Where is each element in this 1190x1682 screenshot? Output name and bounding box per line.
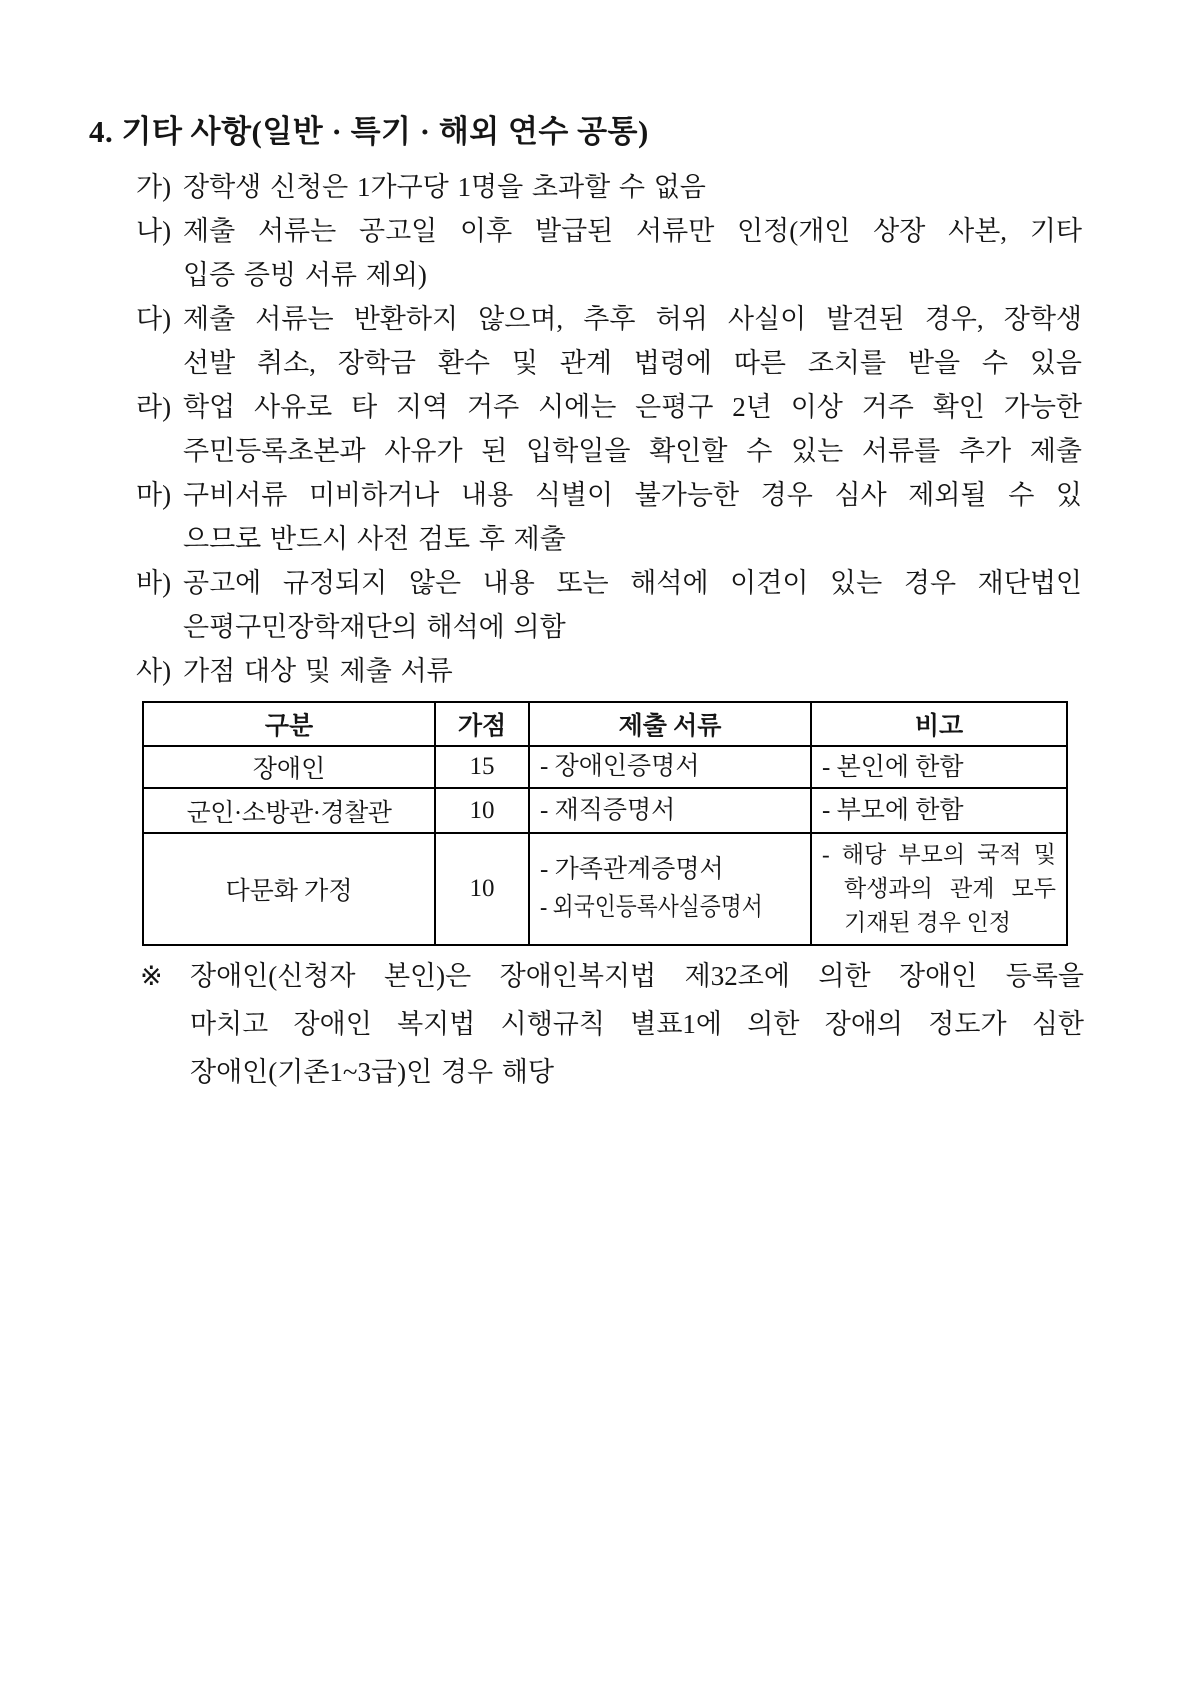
table-cell-category: 군인·소방관·경찰관	[143, 788, 435, 833]
item-line: 은평구민장학재단의 해석에 의함	[183, 612, 566, 642]
table-row-military	[143, 788, 1067, 833]
cell-line: - 외국인등록사실증명서	[540, 894, 763, 921]
item-line: 구비서류 미비하거나 내용 식별이 불가능한 경우 심사 제외될 수 있	[183, 480, 1082, 510]
cell-line: - 장애인증명서	[540, 753, 700, 780]
item-label: 가)	[136, 172, 172, 202]
table-row-disabled	[143, 746, 1067, 788]
item-line: 선발 취소, 장학금 환수 및 관계 법령에 따른 조치를 받을 수 있음	[183, 348, 1082, 378]
table-header-points: 가점	[435, 702, 529, 746]
table-cell-remarks	[811, 833, 1067, 945]
table-cell-category: 다문화 가정	[143, 833, 435, 945]
table-cell-remarks	[811, 788, 1067, 833]
table-header-remarks: 비고	[811, 702, 1067, 746]
footnote-content	[190, 952, 1084, 1096]
list-item-ga	[136, 165, 1082, 209]
table-cell-category: 장애인	[143, 746, 435, 788]
item-label: 마)	[136, 480, 172, 510]
footnote	[140, 952, 1084, 1096]
item-content	[183, 473, 1082, 561]
item-label: 바)	[136, 568, 172, 598]
cell-line: - 가족관계증명서	[540, 856, 724, 883]
table-header-documents: 제출 서류	[529, 702, 811, 746]
cell-line: - 해당 부모의 국적 및	[822, 842, 1056, 867]
reference-mark: ※	[140, 961, 163, 991]
cell-line: 기재된 경우 인정	[844, 910, 1012, 935]
list-item-ma	[136, 473, 1082, 561]
item-line: 입증 증빙 서류 제외)	[183, 260, 427, 290]
item-content	[183, 209, 1082, 297]
item-content	[183, 649, 1082, 693]
item-content	[183, 165, 1082, 209]
table-header-category: 구분	[143, 702, 435, 746]
table-row-multicultural	[143, 833, 1067, 945]
item-list	[136, 165, 1082, 693]
table-cell-remarks	[811, 746, 1067, 788]
footnote-line: 장애인(신청자 본인)은 장애인복지법 제32조에 의한 장애인 등록을	[190, 961, 1084, 991]
table-header-row	[143, 702, 1067, 746]
item-label: 나)	[136, 216, 172, 246]
item-line: 가점 대상 및 제출 서류	[183, 656, 453, 686]
table-cell-documents	[529, 746, 811, 788]
item-content	[183, 561, 1082, 649]
item-line: 주민등록초본과 사유가 된 입학일을 확인할 수 있는 서류를 추가 제출	[183, 436, 1082, 466]
list-item-da	[136, 297, 1082, 385]
footnote-line: 장애인(기존1~3급)인 경우 해당	[190, 1057, 554, 1087]
table-cell-documents	[529, 833, 811, 945]
item-content	[183, 385, 1082, 473]
cell-line: 학생과의 관계 모두	[844, 876, 1056, 901]
cell-line: - 본인에 한함	[822, 753, 964, 781]
item-label: 다)	[136, 304, 172, 334]
list-item-ba	[136, 561, 1082, 649]
cell-line: - 재직증명서	[540, 796, 676, 824]
table-cell-points: 10	[435, 788, 529, 833]
table-cell-points: 15	[435, 746, 529, 788]
item-label: 라)	[136, 392, 172, 422]
page-title: 4. 기타 사항(일반 · 특기 · 해외 연수 공통)	[89, 114, 649, 149]
footnote-line: 마치고 장애인 복지법 시행규칙 별표1에 의한 장애의 정도가 심한	[190, 1009, 1084, 1039]
item-label: 사)	[136, 656, 172, 686]
item-line: 으므로 반드시 사전 검토 후 제출	[183, 524, 566, 554]
list-item-sa	[136, 649, 1082, 693]
bonus-points-table	[142, 701, 1068, 946]
item-content	[183, 297, 1082, 385]
item-line: 제출 서류는 공고일 이후 발급된 서류만 인정(개인 상장 사본, 기타	[183, 216, 1082, 246]
item-line: 학업 사유로 타 지역 거주 시에는 은평구 2년 이상 거주 확인 가능한	[183, 392, 1082, 422]
list-item-na	[136, 209, 1082, 297]
cell-line: - 부모에 한함	[822, 797, 964, 824]
table-cell-documents	[529, 788, 811, 833]
item-line: 장학생 신청은 1가구당 1명을 초과할 수 없음	[183, 172, 706, 202]
item-line: 공고에 규정되지 않은 내용 또는 해석에 이견이 있는 경우 재단법인	[183, 568, 1082, 598]
table-cell-points: 10	[435, 833, 529, 945]
item-line: 제출 서류는 반환하지 않으며, 추후 허위 사실이 발견된 경우, 장학생	[183, 304, 1082, 334]
list-item-ra	[136, 385, 1082, 473]
